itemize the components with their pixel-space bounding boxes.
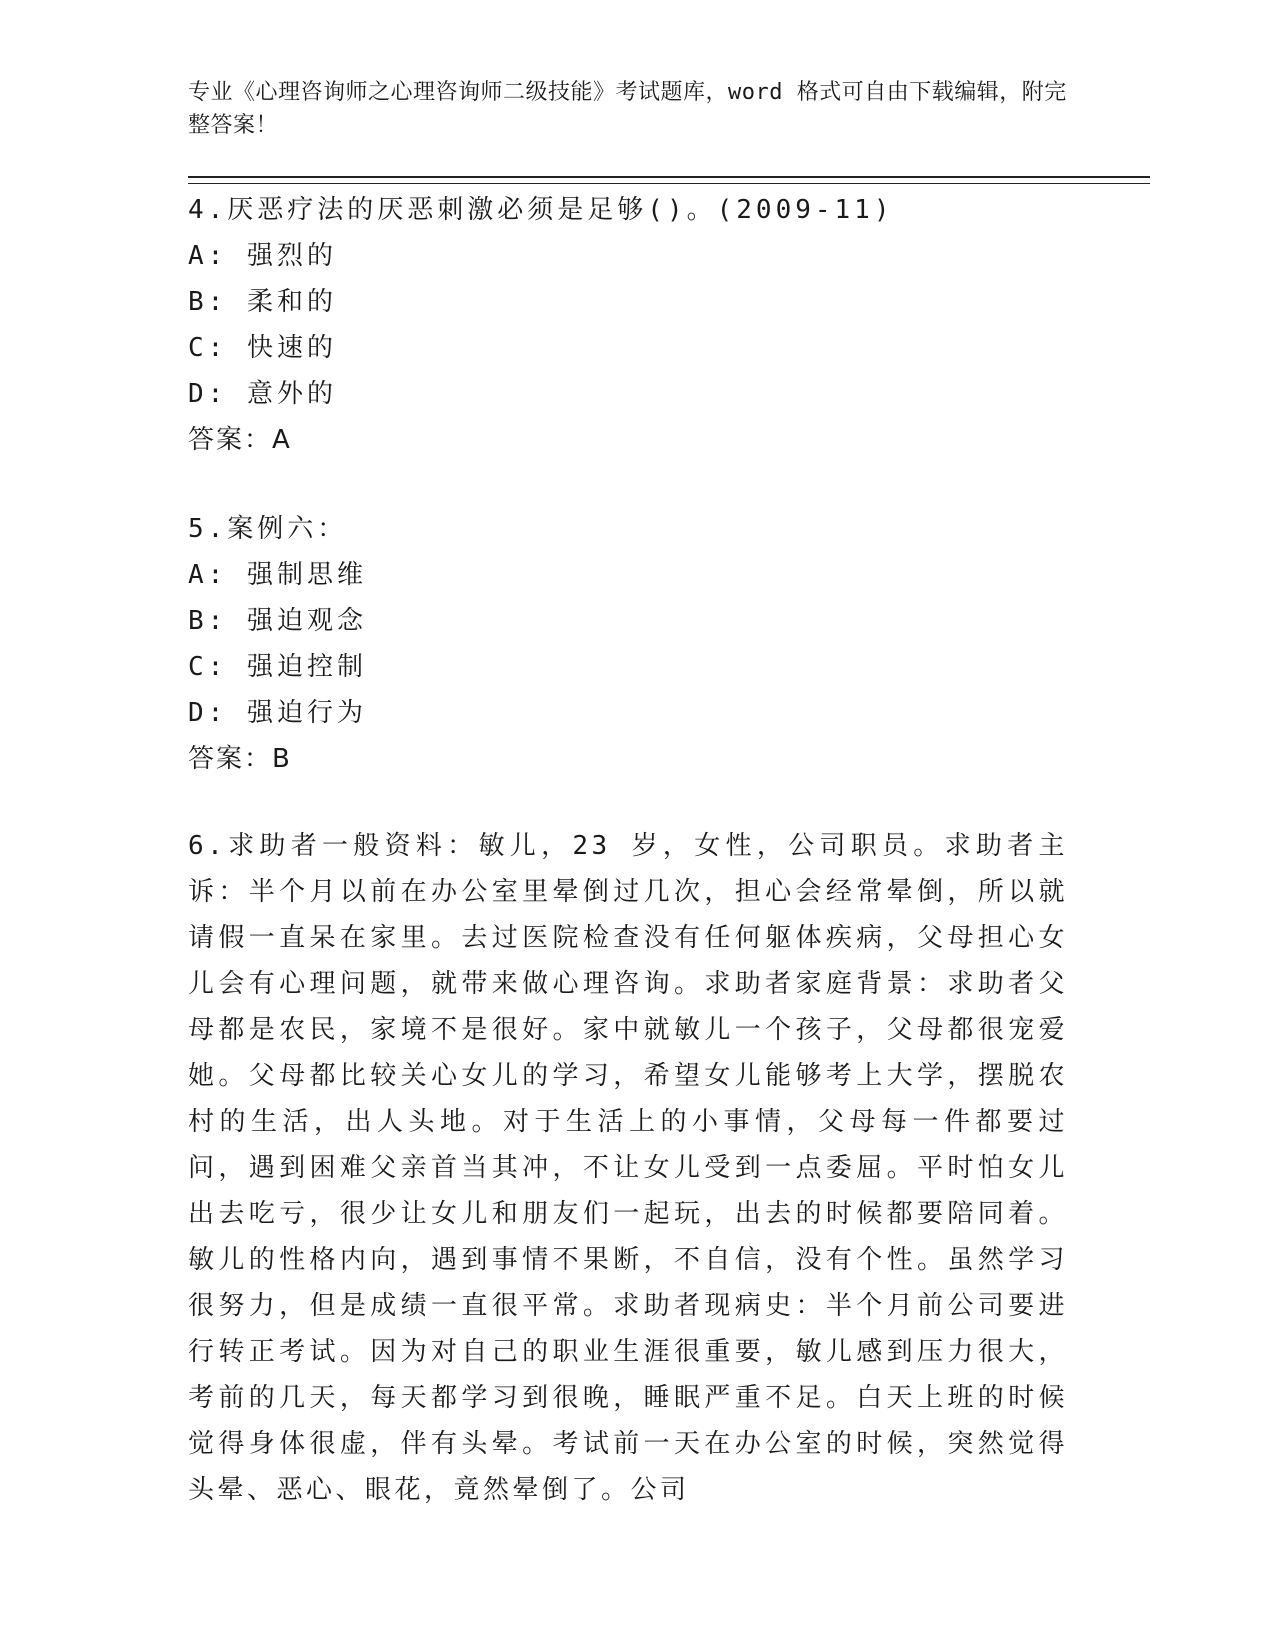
case-paragraph: 6.求助者一般资料：敏儿，23 岁，女性，公司职员。求助者主诉：半个月以前在办公室里晕倒过几次，担心会经常晕倒，所以就请假一直呆在家里。去过医院检查没有任何躯体疾病，父母担心女儿会有心理问题，就带来做心理咨询。求助者家庭背景：求助者父母都是农民，家境不是很好。家中就敏儿一个孩子，父母都很宠爱她。父母都比较关心女儿的学习，希望女儿能够考上大学，摆脱农村的生活，出人头地。对于生活上的小事情，父母每一件都要过问，遇到困难父亲首当其冲，不让女儿受到一点委屈。平时怕女儿出去吃亏，很少让女儿和朋友们一起玩，出去的时候都要陪同着。敏儿的性格内向，遇到事情不果断，不自信，没有个性。虽然学习很努力，但是成绩一直很平常。求助者现病史：半个月前公司要进行转正考试。因为对自己的职业生涯很重要，敏儿感到压力很大，考前的几天，每天都学习到很晚，睡眠严重不足。白天上班的时候觉得身体很虚，伴有头晕。考试前一天在办公室的时候，突然觉得头晕、恶心、眼花，竟然晕倒了。公司 [188,831,1068,1505]
option-d: D: 意外的 [188,379,337,409]
option-c: C: 强迫控制 [188,652,367,682]
option-a: A: 强制思维 [188,560,367,590]
option-b: B: 柔和的 [188,287,337,317]
question-4 [188,187,894,463]
answer-line: 答案：A [188,425,292,455]
header-divider [188,176,1150,184]
option-a: A: 强烈的 [188,241,337,271]
question-6 [188,823,1068,1513]
option-c: C: 快速的 [188,333,337,363]
header-text: 专业《心理咨询师之心理咨询师二级技能》考试题库，word 格式可自由下载编辑，附完整答案！ [188,80,1067,138]
question-stem: 4.厌恶疗法的厌恶刺激必须是足够()。(2009-11) [188,195,894,225]
option-b: B: 强迫观念 [188,606,367,636]
question-stem: 5.案例六： [188,514,348,544]
answer-line: 答案：B [188,744,292,774]
question-5 [188,506,367,782]
option-d: D: 强迫行为 [188,698,367,728]
document-header [188,76,1068,142]
